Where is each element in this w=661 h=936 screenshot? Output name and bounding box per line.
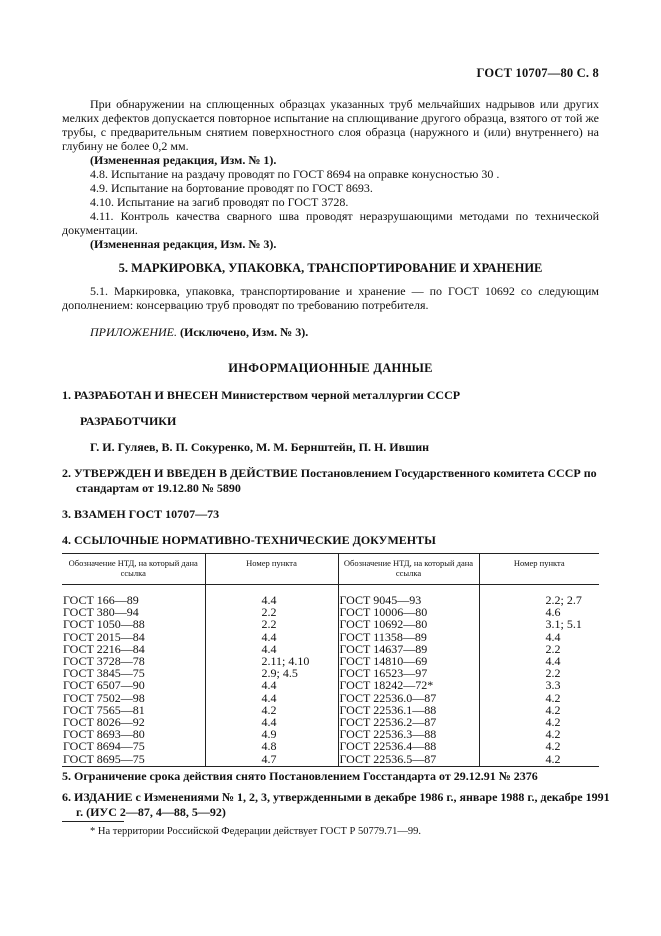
col-header-doc-left: Обозначение НТД, на который дана ссылка (62, 554, 205, 585)
cell-doc-right: ГОСТ 14810—69 (338, 655, 479, 667)
col-header-item-right: Номер пункта (479, 554, 599, 585)
cell-item-right: 4.2 (479, 716, 599, 728)
cell-item-left: 2.2 (205, 606, 338, 618)
appendix-label: ПРИЛОЖЕНИЕ. (90, 325, 177, 339)
clause-4-10: 4.10. Испытание на загиб проводят по ГОСТ 3728. (90, 195, 349, 209)
developers-list: Г. И. Гуляев, В. П. Сокуренко, М. М. Бернштейн, П. Н. Ившин (90, 440, 430, 454)
edit-note-3: (Измененная редакция, Изм. № 3). (90, 237, 277, 251)
cell-item-left: 4.4 (205, 631, 338, 643)
cell-doc-right: ГОСТ 18242—72* (338, 679, 479, 691)
references-table (62, 553, 599, 767)
cell-doc-right: ГОСТ 14637—89 (338, 643, 479, 655)
cell-doc-left: ГОСТ 8693—80 (63, 727, 145, 742)
cell-item-right: 2.2 (479, 643, 599, 655)
cell-item-left: 2.11; 4.10 (205, 655, 338, 667)
cell-doc-left: ГОСТ 6507—90 (63, 678, 145, 693)
cell-item-right: 4.2 (479, 704, 599, 716)
cell-doc-right: ГОСТ 22536.2—87 (338, 716, 479, 728)
clause-4-11: 4.11. Контроль качества сварного шва проводят неразрушающими методами по технической документации. (62, 209, 599, 237)
section-5-title: 5. МАРКИРОВКА, УПАКОВКА, ТРАНСПОРТИРОВАНИЕ И ХРАНЕНИЕ (118, 261, 543, 275)
cell-doc-right: ГОСТ 16523—97 (338, 667, 479, 679)
cell-doc-left: ГОСТ 7502—98 (63, 690, 145, 705)
table-row (62, 618, 599, 630)
cell-item-left: 4.4 (205, 692, 338, 704)
info-item-6: 6. ИЗДАНИЕ с Изменениями № 1, 2, 3, утвержденными в декабре 1986 г., январе 1988 г., декабре 1991 г. (ИУС 2—87, 4—88, 5—92) (62, 790, 610, 819)
cell-doc-right: ГОСТ 10692—80 (338, 618, 479, 630)
col-header-item-left: Номер пункта (205, 554, 338, 585)
cell-item-left: 4.7 (205, 753, 338, 767)
clause-4-8: 4.8. Испытание на раздачу проводят по ГОСТ 8694 на оправке конусностью 30 . (90, 167, 500, 181)
info-title: ИНФОРМАЦИОННЫЕ ДАННЫЕ (228, 361, 433, 375)
cell-item-left: 4.4 (205, 585, 338, 607)
table-row (62, 692, 599, 704)
table-row (62, 585, 599, 607)
footnote: * На территории Российской Федерации действует ГОСТ Р 50779.71—99. (90, 826, 421, 837)
cell-item-left: 2.2 (205, 618, 338, 630)
cell-doc-left: ГОСТ 1050—88 (63, 617, 145, 632)
cell-item-right: 3.3 (479, 679, 599, 691)
table-row (62, 679, 599, 691)
appendix-status: (Исключено, Изм. № 3). (179, 325, 309, 339)
cell-item-right: 2.2; 2.7 (479, 585, 599, 607)
cell-item-right: 4.6 (479, 606, 599, 618)
cell-doc-left: ГОСТ 2015—84 (63, 629, 145, 644)
clause-5-1: 5.1. Маркировка, упаковка, транспортирование и хранение — по ГОСТ 10692 со следующим дополнением: консервацию труб проводят по требованию потребителя. (62, 284, 599, 312)
cell-item-right: 4.2 (479, 740, 599, 752)
info-item-5: 5. Ограничение срока действия снято Постановлением Госстандарта от 29.12.91 № 2376 (62, 769, 538, 783)
clause-4-9: 4.9. Испытание на бортование проводят по ГОСТ 8693. (90, 181, 373, 195)
info-item-3: 3. ВЗАМЕН ГОСТ 10707—73 (62, 507, 220, 521)
cell-doc-left: ГОСТ 8695—75 (62, 753, 205, 767)
table-row (62, 740, 599, 752)
cell-item-right: 4.2 (479, 753, 599, 767)
info-item-4: 4. ССЫЛОЧНЫЕ НОРМАТИВНО-ТЕХНИЧЕСКИЕ ДОКУМЕНТЫ (62, 533, 436, 547)
appendix-note (62, 325, 599, 339)
cell-doc-left: ГОСТ 166—89 (63, 593, 139, 607)
cell-doc-right: ГОСТ 22536.4—88 (338, 740, 479, 752)
cell-item-left: 4.4 (205, 716, 338, 728)
cell-item-right: 4.2 (479, 728, 599, 740)
table-row (62, 753, 599, 767)
cell-doc-left: ГОСТ 3845—75 (63, 666, 145, 681)
cell-item-left: 4.9 (205, 728, 338, 740)
cell-item-right: 3.1; 5.1 (479, 618, 599, 630)
cell-doc-left: ГОСТ 2216—84 (63, 641, 145, 656)
table-header-row (62, 554, 599, 585)
cell-doc-right: ГОСТ 22536.5—87 (338, 753, 479, 767)
cell-doc-left: ГОСТ 8694—75 (63, 739, 145, 754)
cell-item-left: 2.9; 4.5 (205, 667, 338, 679)
cell-doc-right: ГОСТ 22536.3—88 (338, 728, 479, 740)
developers-label: РАЗРАБОТЧИКИ (80, 414, 177, 428)
cell-item-left: 4.4 (205, 643, 338, 655)
cell-item-left: 4.4 (205, 679, 338, 691)
footnote-divider (62, 821, 124, 822)
intro-paragraph: При обнаружении на сплющенных образцах указанных труб мельчайших надрывов или других мелких дефектов допускается повторное испытание на сплющивание другого образца, взятого от той же трубы, с предварительным снятием поверхностного слоя образца (наружного и (или) внутреннего) на глубину не более 0,2 мм. (62, 97, 599, 153)
cell-item-right: 4.4 (479, 631, 599, 643)
cell-doc-left: ГОСТ 8026—92 (63, 715, 145, 730)
cell-item-right: 4.4 (479, 655, 599, 667)
cell-doc-left: ГОСТ 380—94 (63, 605, 139, 620)
cell-doc-right: ГОСТ 10006—80 (338, 606, 479, 618)
cell-doc-right: ГОСТ 9045—93 (338, 585, 479, 607)
cell-doc-right: ГОСТ 22536.0—87 (338, 692, 479, 704)
cell-item-left: 4.8 (205, 740, 338, 752)
col-header-doc-right: Обозначение НТД, на который дана ссылка (338, 554, 479, 585)
cell-doc-right: ГОСТ 11358—89 (338, 631, 479, 643)
cell-item-right: 2.2 (479, 667, 599, 679)
cell-item-left: 4.2 (205, 704, 338, 716)
info-item-1: 1. РАЗРАБОТАН И ВНЕСЕН Министерством черной металлургии СССР (62, 388, 461, 402)
cell-doc-right: ГОСТ 22536.1—88 (338, 704, 479, 716)
info-item-2: 2. УТВЕРЖДЕН И ВВЕДЕН В ДЕЙСТВИЕ Постановлением Государственного комитета СССР по стандартам от 19.12.80 № 5890 (62, 466, 597, 495)
cell-item-right: 4.2 (479, 692, 599, 704)
page-header: ГОСТ 10707—80 С. 8 (476, 66, 599, 80)
cell-doc-left: ГОСТ 7565—81 (63, 702, 145, 717)
edit-note-1: (Измененная редакция, Изм. № 1). (90, 153, 277, 167)
table-row (62, 631, 599, 643)
cell-doc-left: ГОСТ 3728—78 (63, 654, 145, 669)
